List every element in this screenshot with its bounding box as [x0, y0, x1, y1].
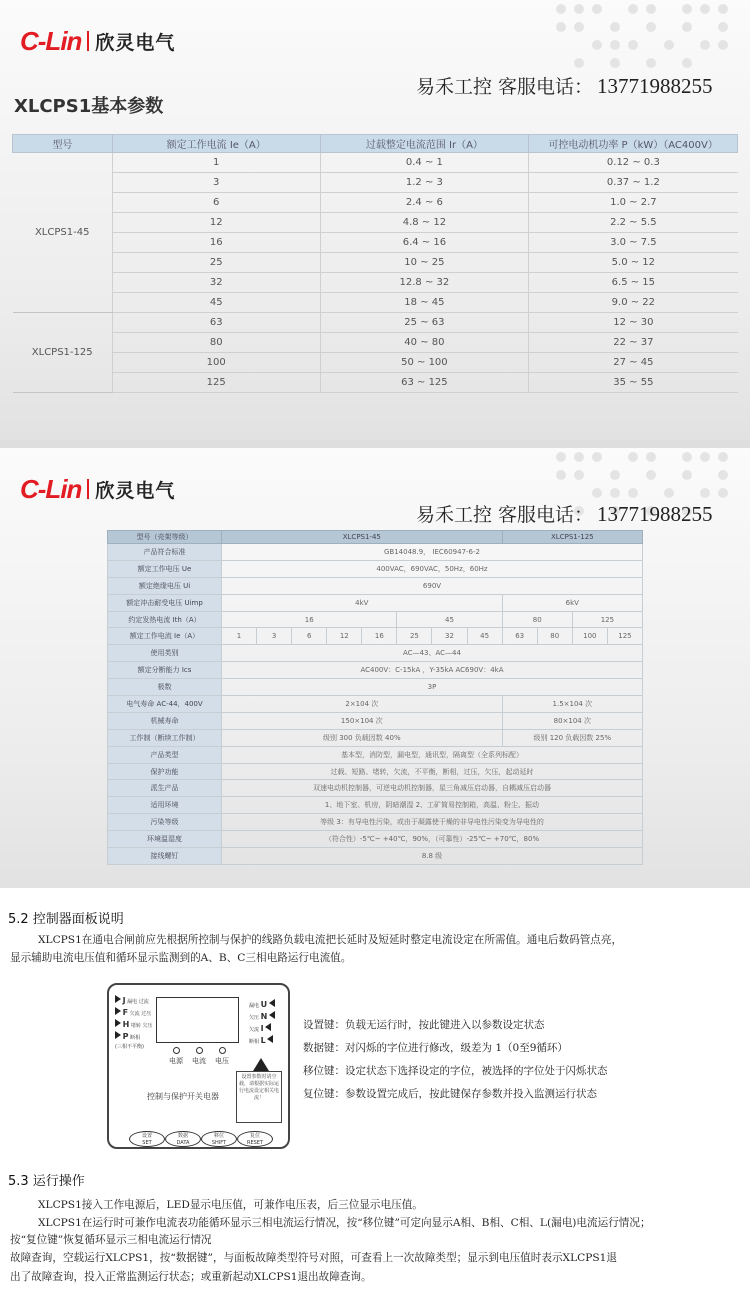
spec-value: AC400V：C-15kA ，Y-35kA AC690V：4kA — [222, 662, 643, 679]
section-5-3-title: 5.3 运行操作 — [8, 1174, 85, 1189]
led-label-voltage: 电压 — [215, 1057, 229, 1065]
key-desc-set: 设置键：负载无运行时，按此键进入以参数设定状态 — [303, 1019, 545, 1031]
spec-row-ie — [108, 628, 643, 645]
indicator-label: 漏电 过流 — [127, 999, 149, 1005]
spec-value: 16 — [222, 611, 397, 628]
spec-row — [108, 560, 643, 577]
model-cell: XLCPS1-125 — [13, 313, 113, 393]
col-header-model: 型号 — [13, 135, 113, 153]
spec-row — [108, 662, 643, 679]
indicator-letter: I — [260, 1024, 264, 1033]
led-label-power: 电源 — [169, 1057, 183, 1065]
decorative-dot — [682, 58, 692, 68]
triangle-left-icon — [269, 1011, 275, 1019]
decorative-dot — [718, 470, 728, 480]
section-5-2-para-1: XLCPS1在通电合闸前应先根据所控制与保护的线路负载电流把长延时及短延时整定电流设定在所需值。通电后数码管点亮， — [38, 934, 623, 946]
table-row — [13, 233, 738, 253]
table-cell: 12 ~ 30 — [529, 313, 738, 333]
ie-value-cell: 16 — [362, 628, 397, 645]
spec-row — [108, 696, 643, 713]
spec-row — [108, 763, 643, 780]
spec-value: 125 — [572, 611, 642, 628]
brand-logo — [20, 25, 176, 56]
triangle-right-icon — [115, 1031, 121, 1039]
indicator-label: 欠压 — [249, 1015, 260, 1021]
table-row — [13, 273, 738, 293]
spec-row — [108, 679, 643, 696]
table-cell: 35 ~ 55 — [529, 373, 738, 393]
table-cell: 80 — [112, 333, 320, 353]
table-cell: 0.37 ~ 1.2 — [529, 173, 738, 193]
table-row — [13, 253, 738, 273]
indicator-label: 欠流 过压 — [129, 1011, 152, 1017]
table-cell: 6.4 ~ 16 — [320, 233, 529, 253]
ie-value-cell: 100 — [572, 628, 607, 645]
spec-value: 80×104 次 — [502, 712, 642, 729]
section-5-2-title: 5.2 控制器面板说明 — [8, 912, 124, 927]
spec-row — [108, 645, 643, 662]
button-label-en: SHIFT — [211, 1140, 227, 1146]
indicator-letter: P — [122, 1032, 129, 1041]
spec-label: 额定工作电流 Ie（A） — [108, 628, 222, 645]
triangle-left-icon — [265, 1023, 271, 1031]
table-cell: 3 — [112, 173, 320, 193]
spec-row — [108, 611, 643, 628]
col-header-power: 可控电动机功率 P（kW）（AC400V） — [529, 135, 738, 153]
decorative-dot — [592, 4, 602, 14]
spec-header-125: XLCPS1-125 — [502, 531, 642, 544]
decorative-dot — [592, 488, 602, 498]
indicator-letter: J — [122, 996, 126, 1005]
shift-button[interactable] — [201, 1131, 237, 1147]
button-label-cn: 数据 — [177, 1133, 188, 1139]
parameter-panel-1 — [0, 0, 750, 440]
decorative-dot — [574, 58, 584, 68]
triangle-left-icon — [269, 999, 275, 1007]
decorative-dot — [646, 470, 656, 480]
decorative-dot — [628, 40, 638, 50]
decorative-dot — [664, 40, 674, 50]
contact-text: 易禾工控 客服电话： — [416, 504, 594, 526]
triangle-right-icon — [115, 1019, 121, 1027]
logo-divider — [87, 31, 89, 51]
spec-label: 极数 — [108, 679, 222, 696]
decorative-dot — [610, 22, 620, 32]
table-cell: 27 ~ 45 — [529, 353, 738, 373]
section-5-3-line-3: 按“复位键”恢复循环显示三相电流运行情况 — [10, 1234, 212, 1246]
decorative-dot — [610, 40, 620, 50]
section-5-2-para-2: 显示辅助电流电压值和循环显示监测到的A、B、C三相电路运行电流值。 — [10, 952, 352, 964]
spec-row — [108, 729, 643, 746]
spec-header-label: 型号（壳架等级） — [108, 531, 222, 544]
spec-label: 污染等级 — [108, 814, 222, 831]
spec-row — [108, 746, 643, 763]
spec-value: 级别 120 负载因数 25% — [502, 729, 642, 746]
set-button[interactable] — [129, 1131, 165, 1147]
decorative-dot — [700, 452, 710, 462]
key-desc-reset: 复位键：参数设置完成后，按此键保存参数并投入监测运行状态 — [303, 1088, 597, 1100]
contact-phone: 13771988255 — [597, 502, 713, 526]
table-cell: 25 — [112, 253, 320, 273]
decorative-dot — [574, 22, 584, 32]
table-row — [13, 173, 738, 193]
decorative-dot — [700, 488, 710, 498]
triangle-right-icon — [115, 1007, 121, 1015]
logo-cn: 欣灵电气 — [95, 31, 176, 54]
section-separator — [0, 440, 750, 448]
spec-row — [108, 848, 643, 865]
warning-note: 设置参数时请空载，请根据实际运行电流设定相关电流！ — [236, 1071, 282, 1123]
table-cell: 63 — [112, 313, 320, 333]
spec-row — [108, 780, 643, 797]
spec-label: 额定分断能力 Ics — [108, 662, 222, 679]
controller-panel — [107, 983, 290, 1149]
basic-params-table — [12, 134, 738, 393]
spec-row — [108, 577, 643, 594]
indicator-label: 堵转 欠压 — [130, 1023, 153, 1029]
spec-value: 1.5×104 次 — [502, 696, 642, 713]
decorative-dot — [682, 452, 692, 462]
spec-value: 6kV — [502, 594, 642, 611]
table-row — [13, 373, 738, 393]
indicator-label: 欠流 — [249, 1027, 260, 1033]
spec-value: 3P — [222, 679, 643, 696]
section-5-3-line-4: 故障查询，空载运行XLCPS1，按“数据键”，与面板故障类型符号对照，可查看上一次故障类型；显示到电压值时表示XLCPS1退 — [10, 1252, 617, 1264]
table-cell: 18 ~ 45 — [320, 293, 529, 313]
decorative-dot — [556, 452, 566, 462]
table-row — [13, 353, 738, 373]
spec-value: 45 — [397, 611, 502, 628]
indicator-letter: F — [122, 1008, 129, 1017]
table-row — [13, 293, 738, 313]
spec-label: 额定冲击耐受电压 Uimp — [108, 594, 222, 611]
decorative-dot — [700, 40, 710, 50]
spec-value: 150×104 次 — [222, 712, 503, 729]
button-label-cn: 移位 — [213, 1133, 224, 1139]
table-cell: 2.4 ~ 6 — [320, 193, 529, 213]
ie-value-cell: 3 — [257, 628, 292, 645]
triangle-left-icon — [267, 1035, 273, 1043]
decorative-dot — [664, 488, 674, 498]
spec-value: 400VAC，690VAC，50Hz，60Hz — [222, 560, 643, 577]
contact-line — [416, 500, 713, 527]
spec-label: 接线螺钉 — [108, 848, 222, 865]
decorative-dot — [718, 22, 728, 32]
button-label-cn: 复位 — [249, 1133, 260, 1139]
table-row — [13, 213, 738, 233]
indicator-label: 漏电 — [249, 1003, 260, 1009]
ie-value-cell: 63 — [502, 628, 537, 645]
section-heading: XLCPS1基本参数 — [14, 96, 164, 117]
button-label-en: RESET — [246, 1140, 264, 1146]
decorative-dot — [628, 488, 638, 498]
spec-label: 电气寿命 AC-44，400V — [108, 696, 222, 713]
indicator-label: 断相 — [130, 1035, 141, 1041]
ie-value-cell: 12 — [327, 628, 362, 645]
spec-header-row — [108, 531, 643, 544]
table-cell: 1.2 ~ 3 — [320, 173, 529, 193]
table-cell: 16 — [112, 233, 320, 253]
spec-label: 保护功能 — [108, 763, 222, 780]
ie-value-cell: 45 — [467, 628, 502, 645]
spec-label: 工作制（断续工作制） — [108, 729, 222, 746]
spec-value: 8.8 级 — [222, 848, 643, 865]
voltage-led-icon — [219, 1047, 226, 1054]
key-desc-data: 数据键：对闪烁的字位进行修改，级差为 1（0至9循环） — [303, 1042, 568, 1054]
spec-row — [108, 831, 643, 848]
spec-label: 额定工作电压 Ue — [108, 560, 222, 577]
spec-value: （符合性）-5℃~ +40℃，90%，（可靠性）-25℃~ +70℃，80% — [222, 831, 643, 848]
ie-value-cell: 32 — [432, 628, 467, 645]
table-cell: 45 — [112, 293, 320, 313]
spec-label: 约定发热电流 Ith（A） — [108, 611, 222, 628]
decorative-dot — [610, 488, 620, 498]
section-5-3-line-1: XLCPS1接入工作电源后，LED显示电压值，可兼作电压表，后三位显示电压值。 — [38, 1199, 423, 1211]
decorative-dot — [592, 40, 602, 50]
ie-value-cell: 6 — [292, 628, 327, 645]
table-row — [13, 313, 738, 333]
logo-en: C-Lin — [20, 25, 82, 56]
logo-cn: 欣灵电气 — [95, 479, 176, 502]
table-header-row — [13, 135, 738, 153]
reset-button[interactable] — [237, 1131, 273, 1147]
decorative-dot — [682, 4, 692, 14]
spec-value: 690V — [222, 577, 643, 594]
indicator-letter: H — [122, 1020, 130, 1029]
indicator-letter: U — [260, 1000, 268, 1009]
spec-row — [108, 712, 643, 729]
contact-line — [416, 72, 713, 99]
decorative-dot — [628, 452, 638, 462]
spec-label: 产品类型 — [108, 746, 222, 763]
logo-en: C-Lin — [20, 473, 82, 504]
button-label-en: SET — [142, 1140, 152, 1146]
button-label-en: DATA — [176, 1140, 190, 1146]
decorative-dot — [718, 40, 728, 50]
table-cell: 9.0 ~ 22 — [529, 293, 738, 313]
controller-title: 控制与保护开关电器 — [147, 1092, 219, 1101]
decorative-dot-pattern — [556, 4, 736, 74]
indicator-note: (三相不平衡) — [115, 1044, 144, 1050]
table-row — [13, 333, 738, 353]
warning-triangle-icon — [253, 1058, 269, 1071]
table-row — [13, 153, 738, 173]
indicator-letter: N — [260, 1012, 268, 1021]
spec-value: 级别 300 负载因数 40% — [222, 729, 503, 746]
current-led-icon — [196, 1047, 203, 1054]
table-cell: 100 — [112, 353, 320, 373]
decorative-dot — [574, 4, 584, 14]
right-indicators — [249, 999, 275, 1047]
decorative-dot — [682, 22, 692, 32]
table-cell: 25 ~ 63 — [320, 313, 529, 333]
spec-label: 机械寿命 — [108, 712, 222, 729]
table-cell: 125 — [112, 373, 320, 393]
table-cell: 22 ~ 37 — [529, 333, 738, 353]
decorative-dot — [646, 22, 656, 32]
lcd-display — [156, 997, 239, 1043]
table-cell: 50 ~ 100 — [320, 353, 529, 373]
table-cell: 6.5 ~ 15 — [529, 273, 738, 293]
section-5-3-line-2: XLCPS1在运行时可兼作电流表功能循环显示三相电流运行情况，按“移位键”可定向显示A相、B相、C相、L(漏电)电流运行情况； — [38, 1217, 651, 1229]
spec-label: 适用环境 — [108, 797, 222, 814]
table-row — [13, 193, 738, 213]
table-cell: 1 — [112, 153, 320, 173]
decorative-dot — [556, 22, 566, 32]
ie-value-cell: 80 — [537, 628, 572, 645]
spec-label: 环境温湿度 — [108, 831, 222, 848]
decorative-dot — [646, 452, 656, 462]
ie-value-cell: 1 — [222, 628, 257, 645]
data-button[interactable] — [165, 1131, 201, 1147]
spec-label: 派生产品 — [108, 780, 222, 797]
col-header-range: 过载整定电流范围 Ir（A） — [320, 135, 529, 153]
spec-value: AC—43、AC—44 — [222, 645, 643, 662]
table-cell: 4.8 ~ 12 — [320, 213, 529, 233]
decorative-dot — [700, 4, 710, 14]
key-desc-shift: 移位键：设定状态下选择设定的字位，被选择的字位处于闪烁状态 — [303, 1065, 608, 1077]
table-cell: 1.0 ~ 2.7 — [529, 193, 738, 213]
table-cell: 2.2 ~ 5.5 — [529, 213, 738, 233]
decorative-dot — [646, 4, 656, 14]
decorative-dot — [718, 4, 728, 14]
table-cell: 0.12 ~ 0.3 — [529, 153, 738, 173]
contact-text: 易禾工控 客服电话： — [416, 76, 594, 98]
spec-row — [108, 814, 643, 831]
left-indicators — [115, 995, 152, 1052]
decorative-dot — [610, 470, 620, 480]
table-cell: 40 ~ 80 — [320, 333, 529, 353]
button-label-cn: 设置 — [141, 1133, 152, 1139]
decorative-dot — [556, 4, 566, 14]
table-cell: 5.0 ~ 12 — [529, 253, 738, 273]
spec-label: 使用类别 — [108, 645, 222, 662]
decorative-dot — [682, 470, 692, 480]
decorative-dot — [610, 58, 620, 68]
key-descriptions — [303, 1017, 608, 1109]
logo-divider — [87, 479, 89, 499]
spec-row — [108, 797, 643, 814]
decorative-dot — [628, 4, 638, 14]
spec-value: 4kV — [222, 594, 503, 611]
decorative-dot — [646, 58, 656, 68]
spec-value: 基本型，消防型，漏电型，通讯型，隔离型（全系列标配） — [222, 746, 643, 763]
decorative-dot — [574, 452, 584, 462]
decorative-dot — [592, 452, 602, 462]
spec-value: 80 — [502, 611, 572, 628]
table-cell: 6 — [112, 193, 320, 213]
spec-value: 1、地下室、机房，阴暗潮湿 2、工矿简易控制箱，高温、粉尘、振动 — [222, 797, 643, 814]
led-label-current: 电流 — [192, 1057, 206, 1065]
spec-value: 等级 3：有导电性污染，或由于凝露使干燥的非导电性污染变为导电性的 — [222, 814, 643, 831]
col-header-current: 额定工作电流 Ie（A） — [112, 135, 320, 153]
contact-phone: 13771988255 — [597, 74, 713, 98]
brand-logo — [20, 473, 176, 504]
spec-row — [108, 544, 643, 561]
spec-table — [107, 530, 643, 865]
table-cell: 0.4 ~ 1 — [320, 153, 529, 173]
spec-value: GB14048.9， IEC60947-6-2 — [222, 544, 643, 561]
indicator-label: 断相 — [249, 1039, 260, 1045]
decorative-dot — [556, 470, 566, 480]
spec-value: 双速电动机控制器，可逆电动机控制器，星三角减压启动器，自耦减压启动器 — [222, 780, 643, 797]
spec-label: 额定绝缘电压 Ui — [108, 577, 222, 594]
spec-header-45: XLCPS1-45 — [222, 531, 503, 544]
table-cell: 32 — [112, 273, 320, 293]
ie-value-cell: 25 — [397, 628, 432, 645]
decorative-dot — [718, 452, 728, 462]
table-cell: 3.0 ~ 7.5 — [529, 233, 738, 253]
table-cell: 10 ~ 25 — [320, 253, 529, 273]
table-cell: 12 — [112, 213, 320, 233]
spec-value: 过载、短路、堵转，欠流，不平衡，断相，过压，欠压，起动延时 — [222, 763, 643, 780]
spec-row — [108, 594, 643, 611]
spec-value: 2×104 次 — [222, 696, 503, 713]
table-cell: 12.8 ~ 32 — [320, 273, 529, 293]
indicator-letter: L — [260, 1036, 266, 1045]
section-5-3-line-5: 出了故障查询，投入正常监测运行状态；或重新起动XLCPS1退出故障查询。 — [10, 1271, 372, 1283]
model-cell: XLCPS1-45 — [13, 153, 113, 313]
triangle-right-icon — [115, 995, 121, 1003]
table-cell: 63 ~ 125 — [320, 373, 529, 393]
ie-value-cell: 125 — [607, 628, 642, 645]
power-led-icon — [173, 1047, 180, 1054]
spec-label: 产品符合标准 — [108, 544, 222, 561]
decorative-dot — [718, 488, 728, 498]
decorative-dot — [574, 470, 584, 480]
